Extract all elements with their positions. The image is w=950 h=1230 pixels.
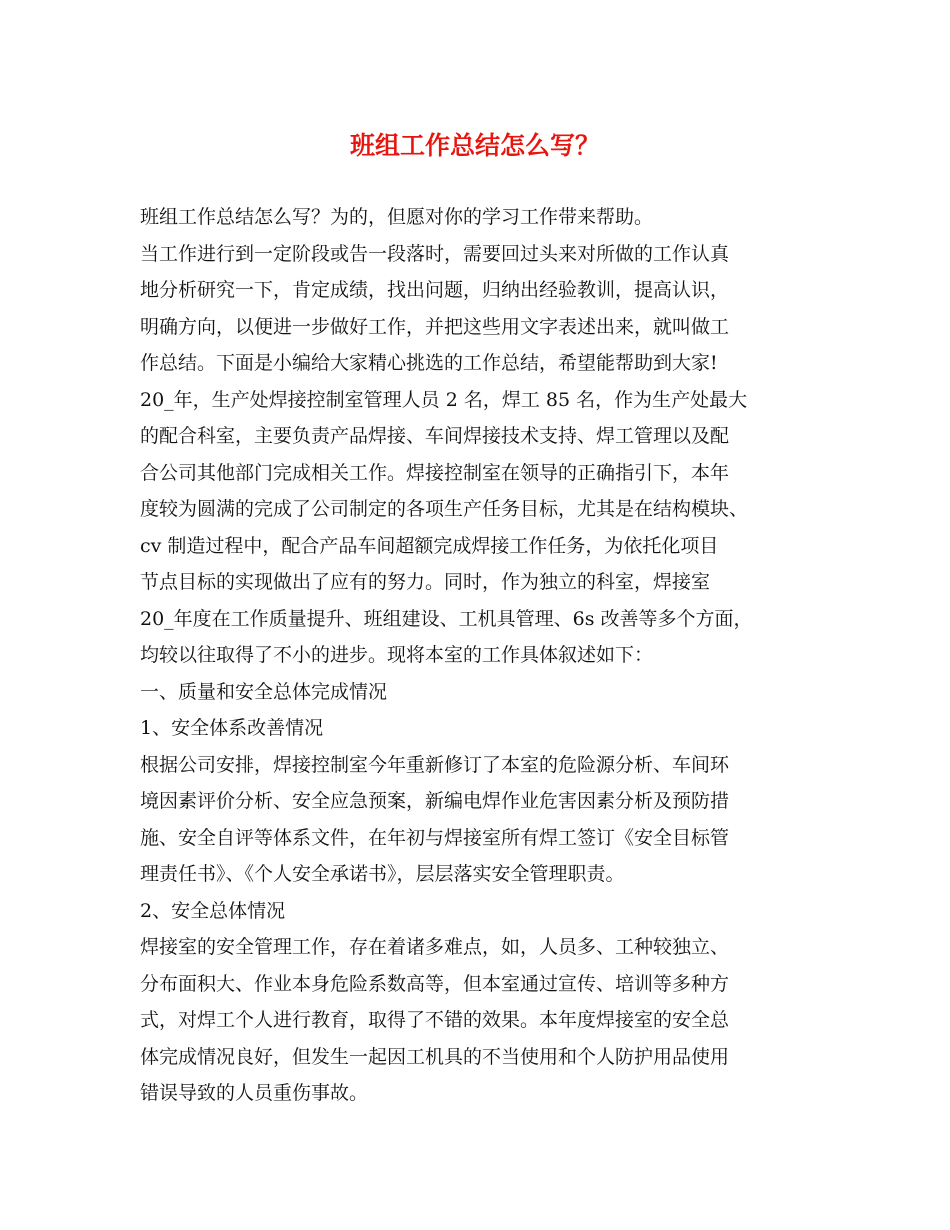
paragraph-line: cv 制造过程中，配合产品车间超额完成焊接工作任务，为依托化项目 [140, 535, 719, 557]
paragraph-line: 20_年度在工作质量提升、班组建设、工机具管理、6s 改善等多个方面， [140, 608, 753, 630]
paragraph-line: 理责任书》、《个人安全承诺书》，层层落实安全管理职责。 [140, 863, 625, 885]
paragraph-line: 式，对焊工个人进行教育，取得了不错的效果。本年度焊接室的安全总 [140, 1009, 730, 1031]
paragraph-line: 体完成情况良好，但发生一起因工机具的不当使用和个人防护用品使用 [140, 1046, 730, 1068]
paragraph-line: 根据公司安排，焊接控制室今年重新修订了本室的危险源分析、车间环 [140, 754, 730, 776]
paragraph-line: 度较为圆满的完成了公司制定的各项生产任务目标，尤其是在结构模块、 [140, 498, 749, 520]
document-title: 班组工作总结怎么写？ [349, 131, 600, 160]
paragraph-line: 合公司其他部门完成相关工作。焊接控制室在领导的正确指引下，本年 [140, 462, 730, 484]
paragraph-line: 班组工作总结怎么写？为的，但愿对你的学习工作带来帮助。 [140, 206, 654, 228]
paragraph-line: 境因素评价分析、安全应急预案，新编电焊作业危害因素分析及预防措 [140, 790, 730, 812]
paragraph-line: 当工作进行到一定阶段或告一段落时，需要回过头来对所做的工作认真 [140, 243, 730, 265]
paragraph-line: 明确方向，以便进一步做好工作，并把这些用文字表述出来，就叫做工 [140, 316, 730, 338]
paragraph-line: 分布面积大、作业本身危险系数高等，但本室通过宣传、培训等多种方 [140, 973, 730, 995]
paragraph-line: 地分析研究一下，肯定成绩，找出问题，归纳出经验教训，提高认识， [140, 279, 730, 301]
subsection-heading: 2、安全总体情况 [140, 900, 286, 922]
paragraph-line: 均较以往取得了不小的进步。现将本室的工作具体叙述如下： [140, 644, 654, 666]
paragraph-line: 的配合科室，主要负责产品焊接、车间焊接技术支持、焊工管理以及配 [140, 425, 730, 447]
paragraph-line: 节点目标的实现做出了应有的努力。同时，作为独立的科室，焊接室 [140, 571, 711, 593]
paragraph-line: 作总结。下面是小编给大家精心挑选的工作总结，希望能帮助到大家! [140, 352, 718, 374]
subsection-heading: 1、安全体系改善情况 [140, 717, 324, 739]
paragraph-line: 施、安全自评等体系文件，在年初与焊接室所有焊工签订《安全目标管 [140, 827, 730, 849]
paragraph-line: 错误导致的人员重伤事故。 [140, 1082, 369, 1104]
paragraph-line: 20_年，生产处焊接控制室管理人员 2 名，焊工 85 名，作为生产处最大 [140, 389, 748, 411]
section-heading: 一、质量和安全总体完成情况 [140, 681, 388, 703]
paragraph-line: 焊接室的安全管理工作，存在着诸多难点，如，人员多、工种较独立、 [140, 936, 730, 958]
